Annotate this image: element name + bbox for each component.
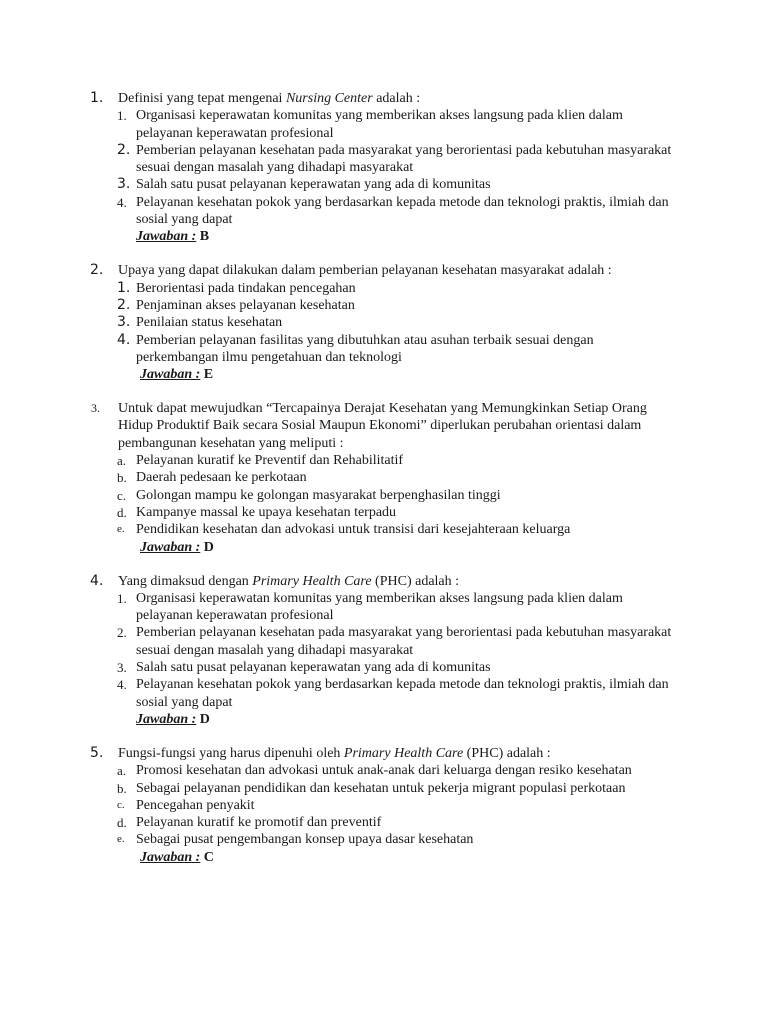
question-text [118,262,678,279]
question-number: 4. [90,572,104,589]
question-number: 2. [90,262,104,279]
question-text-part: Untuk dapat mewujudkan “Tercapainya Derajat Kesehatan yang Memungkinkan Setiap Orang Hidup Produktif Baik secara Sosial Maupun Ekonomi” diperlukan perubahan orientasi dalam pembangunan kesehatan yang meliputi : [118,401,647,451]
option-text: Salah satu pusat pelayanan keperawatan yang ada di komunitas [136,177,491,193]
option-text: Pencegahan penyakit [136,797,255,813]
question-text [118,745,678,762]
option-label: 4. [117,331,131,348]
option-text: Sebagai pelayanan pendidikan dan kesehatan untuk pekerja migrant populasi perkotaan [136,780,626,796]
option-item [0,176,768,193]
question-number: 1. [90,90,104,106]
question-text-part: Yang dimaksud dengan [118,573,253,589]
option-label: 1. [117,590,127,606]
question-2 [0,262,768,384]
option-label: b. [117,780,127,796]
option-item [0,659,768,676]
option-label: 1. [117,279,131,296]
answer-label: Jawaban : [140,849,201,865]
question-text-italic: Primary Health Care [252,573,372,589]
option-label: 3. [117,176,131,193]
option-text: Pemberian pelayanan fasilitas yang dibutuhkan atau asuhan terbaik sesuai dengan perkembangan ilmu pengetahuan dan teknologi [136,332,594,365]
option-label: e. [117,523,125,536]
question-1 [0,90,768,246]
option-label: d. [117,504,127,520]
question-text [118,400,678,452]
option-item [0,624,768,659]
option-label: 2. [117,625,127,641]
question-text-part: (PHC) adalah : [371,573,460,589]
option-item [0,814,768,831]
option-label: c. [117,487,127,503]
option-text: Penjaminan akses pelayanan kesehatan [136,297,355,313]
option-item [0,504,768,521]
option-item [0,194,768,229]
option-item [0,107,768,142]
question-text-part: adalah : [372,91,421,106]
answer-label: Jawaban : [140,539,201,555]
question-list [0,90,768,883]
option-item [0,762,768,779]
option-item [0,676,768,711]
question-text-part: Upaya yang dapat dilakukan dalam pemberian pelayanan kesehatan masyarakat adalah : [118,263,612,279]
answer-line [0,366,768,384]
answer-label: Jawaban : [136,711,197,727]
answer-value: C [203,849,214,865]
question-text [118,90,678,107]
question-text-italic: Primary Health Care [343,745,464,761]
option-text: Berorientasi pada tindakan pencegahan [136,280,356,296]
option-text: Pemberian pelayanan kesehatan pada masyarakat yang berorientasi pada kebutuhan masyarakat sesuai dengan masalah yang dihadapi masyarakat [136,142,672,176]
question-stem [0,573,768,590]
question-stem [0,90,768,107]
question-text-part: Definisi yang tepat mengenai [118,91,286,106]
option-text: Promosi kesehatan dan advokasi untuk anak-anak dari keluarga dengan resiko kesehatan [136,763,632,779]
option-text: Kampanye massal ke upaya kesehatan terpadu [136,504,397,520]
answer-value: D [199,711,210,727]
option-label: a. [117,763,127,779]
option-item [0,797,768,814]
option-item [0,280,768,297]
option-item [0,521,768,538]
answer-value: B [199,229,210,245]
option-text: Golongan mampu ke golongan masyarakat berpenghasilan tinggi [136,487,501,503]
option-item [0,332,768,367]
option-text: Sebagai pusat pengembangan konsep upaya dasar kesehatan [136,832,474,848]
option-item [0,452,768,469]
option-text: Organisasi keperawatan komunitas yang memberikan akses langsung pada klien dalam pelayanan keperawatan profesional [136,590,623,624]
option-label: d. [117,815,127,831]
question-4 [0,573,768,729]
option-text: Salah satu pusat pelayanan keperawatan yang ada di komunitas [136,660,491,676]
option-text: Pelayanan kesehatan pokok yang berdasarkan kepada metode dan teknologi praktis, ilmiah dan sosial yang dapat [136,677,669,710]
question-stem [0,400,768,452]
answer-line [0,228,768,246]
option-label: 4. [117,677,127,693]
option-label: b. [117,470,127,486]
question-text [118,573,678,590]
option-text: Organisasi keperawatan komunitas yang memberikan akses langsung pada klien dalam pelayanan keperawatan profesional [136,108,623,141]
option-list [0,590,768,711]
answer-label: Jawaban : [140,367,201,383]
option-text: Pelayanan kuratif ke Preventif dan Rehabilitatif [136,453,404,469]
question-text-italic: Nursing Center [285,91,373,106]
question-3 [0,400,768,556]
question-stem [0,262,768,279]
option-list [0,762,768,848]
option-label: 4. [117,194,127,210]
option-text: Pelayanan kesehatan pokok yang berdasarkan kepada metode dan teknologi praktis, ilmiah dan sosial yang dapat [136,194,669,228]
option-label: 3. [117,660,127,676]
answer-value: E [203,367,214,383]
option-list [0,280,768,366]
option-label: a. [117,453,127,469]
question-number: 3. [91,401,100,416]
answer-line [0,539,768,557]
option-label: 3. [117,314,131,331]
question-5 [0,745,768,867]
question-text-part: Fungsi-fungsi yang harus dipenuhi oleh [118,745,344,761]
option-label: e. [117,833,125,846]
option-text: Pemberian pelayanan kesehatan pada masyarakat yang berorientasi pada kebutuhan masyarakat sesuai dengan masalah yang dihadapi masyarakat [136,625,672,658]
option-text: Penilaian status kesehatan [136,315,283,331]
option-label: 2. [117,296,131,313]
option-text: Pendidikan kesehatan dan advokasi untuk transisi dari kesejahteraan keluarga [136,522,571,538]
answer-line [0,849,768,867]
answer-line [0,711,768,729]
question-text-part: (PHC) adalah : [463,745,551,761]
option-item [0,590,768,625]
option-item [0,314,768,331]
option-item [0,831,768,848]
option-item [0,469,768,486]
question-number: 5. [90,744,104,761]
option-item [0,780,768,797]
option-item [0,297,768,314]
option-label: c. [117,798,125,811]
question-stem [0,745,768,762]
option-text: Daerah pedesaan ke perkotaan [136,470,307,486]
answer-label: Jawaban : [136,229,197,245]
option-list [0,107,768,228]
option-item [0,487,768,504]
option-label: 1. [117,108,127,124]
answer-value: D [203,539,214,555]
option-text: Pelayanan kuratif ke promotif dan preventif [136,815,382,831]
option-item [0,142,768,177]
option-list [0,452,768,538]
option-label: 2. [117,141,131,158]
